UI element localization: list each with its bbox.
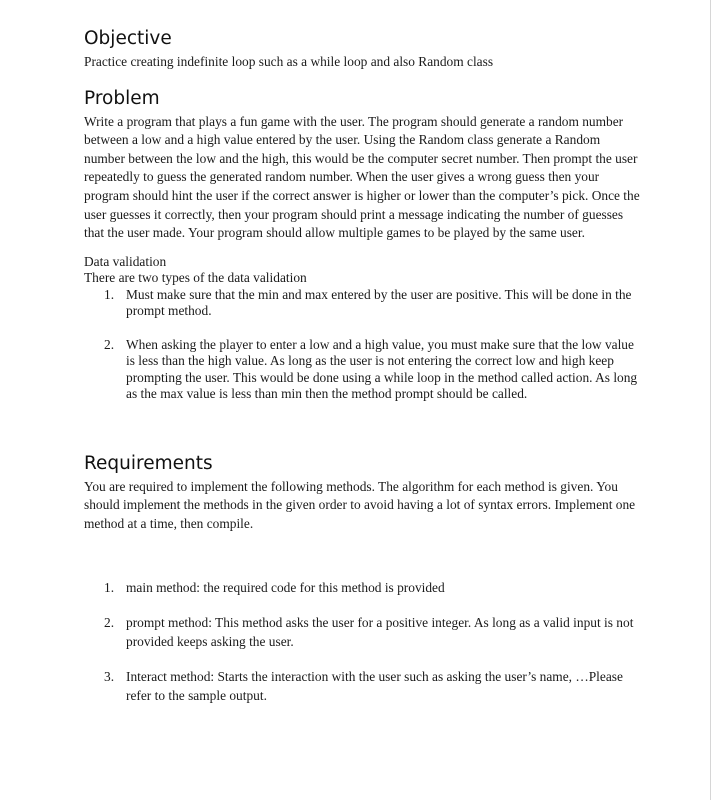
- list-item: [84, 579, 644, 598]
- objective-heading: Objective: [84, 28, 172, 49]
- requirements-heading: Requirements: [84, 452, 213, 474]
- list-item-number: 1.: [104, 579, 115, 595]
- list-item-text: main method: the required code for this method is provided: [126, 579, 445, 595]
- list-item: [84, 337, 644, 403]
- list-item-text: Interact method: Starts the interaction with the user such as asking the user’s name, …Please refer to the sample output.: [126, 669, 623, 703]
- document-body: [84, 28, 644, 706]
- data-validation-intro: There are two types of the data validation: [84, 270, 307, 286]
- list-item: [84, 287, 644, 320]
- list-item: [84, 668, 644, 705]
- data-validation-block: [84, 254, 644, 403]
- list-item-number: 1.: [104, 286, 115, 302]
- data-validation-list: [84, 287, 644, 403]
- problem-section: [84, 88, 644, 403]
- list-item-number: 3.: [104, 669, 115, 685]
- list-item-text: Must make sure that the min and max entered by the user are positive. This will be done in the prompt method.: [126, 286, 632, 319]
- list-item-text: When asking the player to enter a low and a high value, you must make sure that the low value is less than the high value. As long as the user is not entering the correct low and high keep prompting the user. This would be done using a while loop in the method called action. As long as the max value is less than min then the method prompt should be called.: [126, 336, 638, 402]
- list-item-number: 2.: [104, 615, 115, 631]
- data-validation-title: Data validation: [84, 253, 167, 269]
- list-item-text: prompt method: This method asks the user for a positive integer. As long as a valid input is not provided keeps asking the user.: [126, 615, 634, 649]
- list-item: [84, 614, 644, 651]
- requirements-list: [84, 579, 644, 706]
- objective-text: Practice creating indefinite loop such as a while loop and also Random class: [84, 54, 494, 69]
- objective-section: [84, 28, 644, 72]
- requirements-section: [84, 453, 644, 706]
- problem-text: Write a program that plays a fun game with the user. The program should generate a random number between a low and a high value entered by the user. Using the Random class generate a Random number between the low and the high, this would be the computer secret number. Then prompt the user repeatedly to guess the generated random number. When the user gives a wrong guess then your program should hint the user if the correct answer is higher or lower than the computer’s pick. Once the user guesses it correctly, then your program should print a message indicating the number of guesses that the user made. Your program should allow multiple games to be played by the same user.: [84, 113, 640, 241]
- requirements-text: You are required to implement the following methods. The algorithm for each method is given. You should implement the methods in the given order to avoid having a lot of syntax errors. Implement one method at a time, then compile.: [84, 478, 636, 531]
- problem-heading: Problem: [84, 87, 160, 109]
- list-item-number: 2.: [104, 336, 115, 352]
